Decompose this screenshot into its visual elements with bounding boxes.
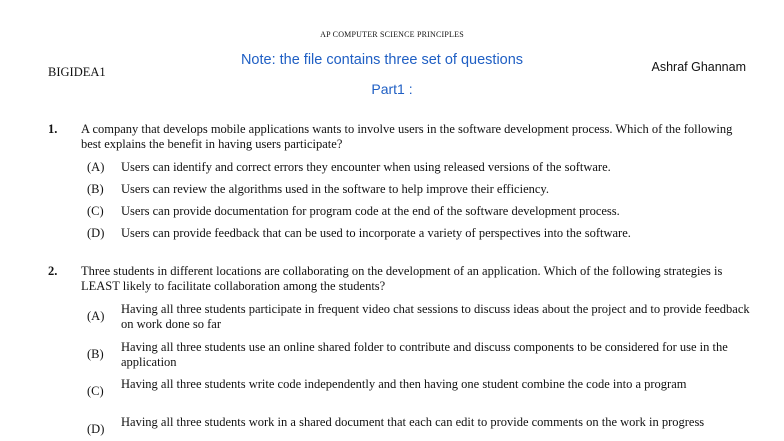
choice-letter: (A) [87,160,105,174]
choice-text: Users can provide feedback that can be used to incorporate a variety of perspectives into the software. [121,226,631,240]
part-heading: Part1 : [371,81,413,97]
choice-text: Having all three students write code independently and then having one student combine the code into a program [121,377,687,391]
choice-letter: (B) [87,182,104,196]
choice-text: Users can provide documentation for program code at the end of the software development process. [121,204,620,218]
choice-letter: (A) [87,309,105,323]
choice-letter: (D) [87,226,105,240]
choice-letter: (C) [87,384,104,398]
choice-letter: (C) [87,204,104,218]
choice-text: Having all three students participate in frequent video chat sessions to discuss ideas about the project and to provide feedback on work done so far [121,302,750,331]
choice-text: Having all three students use an online shared folder to contribute and discuss components to be considered for use in the application [121,340,728,369]
file-note: Note: the file contains three set of questions [240,52,524,68]
course-title: AP COMPUTER SCIENCE PRINCIPLES [320,30,464,39]
question-number: 1. [48,122,58,136]
choice-text: Users can review the algorithms used in the software to help improve their efficiency. [121,182,549,196]
big-idea-label: BIGIDEA1 [48,65,106,79]
choice-letter: (D) [87,422,105,436]
question-stem: A company that develops mobile applications wants to involve users in the software development process. Which of the following best explains the benefit in having users participate? [81,122,733,151]
choice-text: Having all three students work in a shared document that each can edit to provide comments on the work in progress [121,415,705,429]
question-stem: Three students in different locations are collaborating on the development of an application. Which of the following strategies is LEAST likely to facilitate collaboration among the students? [81,264,723,293]
choice-letter: (B) [87,347,104,361]
question-number: 2. [48,264,58,278]
author-name: Ashraf Ghannam [651,60,746,74]
choice-text: Users can identify and correct errors they encounter when using released versions of the software. [121,160,611,174]
